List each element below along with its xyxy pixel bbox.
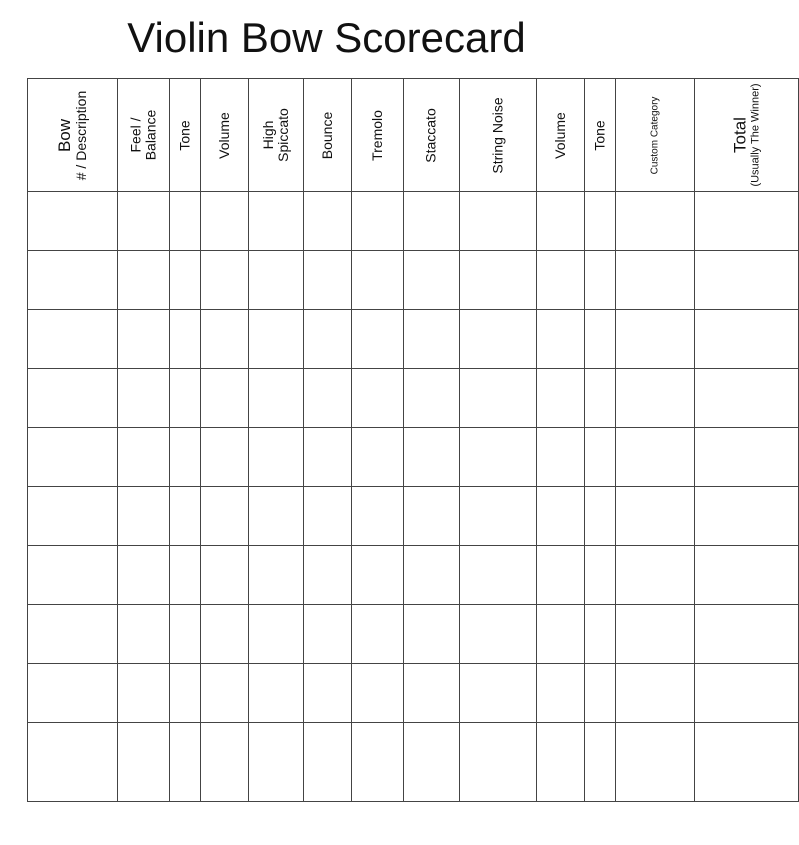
score-cell[interactable] <box>201 723 249 802</box>
score-cell[interactable] <box>694 192 798 251</box>
score-cell[interactable] <box>352 369 404 428</box>
score-cell[interactable] <box>303 251 351 310</box>
score-cell[interactable] <box>170 664 201 723</box>
score-cell[interactable] <box>28 664 118 723</box>
score-cell[interactable] <box>459 310 536 369</box>
column-header-line: Tone <box>176 119 193 151</box>
score-cell[interactable] <box>584 251 615 310</box>
score-cell[interactable] <box>303 428 351 487</box>
score-cell[interactable] <box>459 251 536 310</box>
column-header-label <box>129 110 159 161</box>
column-header-line: String Noise <box>489 96 506 174</box>
score-cell[interactable] <box>118 251 170 310</box>
score-cell[interactable] <box>170 723 201 802</box>
score-cell[interactable] <box>303 664 351 723</box>
column-header-label <box>56 90 89 179</box>
column-header-line: Staccato <box>422 107 439 163</box>
score-cell[interactable] <box>404 192 459 251</box>
header-row <box>28 79 799 192</box>
column-header-label <box>178 120 193 150</box>
column-header-line: Bow <box>55 118 75 152</box>
score-cell[interactable] <box>118 428 170 487</box>
score-cell[interactable] <box>404 723 459 802</box>
score-cell[interactable] <box>459 192 536 251</box>
score-cell[interactable] <box>118 664 170 723</box>
score-cell[interactable] <box>28 605 118 664</box>
score-cell[interactable] <box>584 428 615 487</box>
score-cell[interactable] <box>536 546 584 605</box>
score-cell[interactable] <box>170 487 201 546</box>
score-cell[interactable] <box>694 310 798 369</box>
score-cell[interactable] <box>118 605 170 664</box>
score-cell[interactable] <box>28 369 118 428</box>
score-cell[interactable] <box>249 487 304 546</box>
score-cell[interactable] <box>170 251 201 310</box>
column-header-8 <box>459 79 536 192</box>
score-cell[interactable] <box>201 487 249 546</box>
table-body <box>28 192 799 802</box>
table-row <box>28 369 799 428</box>
score-cell[interactable] <box>404 251 459 310</box>
column-header-11 <box>615 79 694 192</box>
score-cell[interactable] <box>201 605 249 664</box>
score-cell[interactable] <box>615 546 694 605</box>
score-cell[interactable] <box>584 310 615 369</box>
column-header-6 <box>352 79 404 192</box>
column-header-label <box>649 96 660 174</box>
column-header-label <box>217 112 232 159</box>
column-header-5 <box>303 79 351 192</box>
table-row <box>28 723 799 802</box>
score-cell[interactable] <box>615 605 694 664</box>
score-cell[interactable] <box>536 428 584 487</box>
score-cell[interactable] <box>118 369 170 428</box>
score-cell[interactable] <box>170 605 201 664</box>
score-cell[interactable] <box>584 192 615 251</box>
column-header-label <box>490 97 505 173</box>
column-header-0 <box>28 79 118 192</box>
score-cell[interactable] <box>352 428 404 487</box>
score-cell[interactable] <box>28 428 118 487</box>
score-cell[interactable] <box>303 605 351 664</box>
score-cell[interactable] <box>459 487 536 546</box>
score-cell[interactable] <box>694 664 798 723</box>
scorecard-table <box>27 78 799 802</box>
table-row <box>28 428 799 487</box>
column-header-line: Spiccato <box>274 108 291 162</box>
score-cell[interactable] <box>201 546 249 605</box>
column-header-line: Custom Category <box>649 96 661 174</box>
score-cell[interactable] <box>249 192 304 251</box>
score-cell[interactable] <box>584 723 615 802</box>
score-cell[interactable] <box>536 192 584 251</box>
score-cell[interactable] <box>615 251 694 310</box>
column-header-9 <box>536 79 584 192</box>
column-header-line: Total <box>730 117 750 153</box>
score-cell[interactable] <box>459 723 536 802</box>
score-cell[interactable] <box>584 664 615 723</box>
score-cell[interactable] <box>303 192 351 251</box>
column-header-line: # / Description <box>73 90 90 180</box>
score-cell[interactable] <box>201 192 249 251</box>
score-cell[interactable] <box>694 428 798 487</box>
score-cell[interactable] <box>459 664 536 723</box>
column-header-line: Feel / <box>127 117 144 153</box>
score-cell[interactable] <box>28 546 118 605</box>
score-cell[interactable] <box>694 369 798 428</box>
score-cell[interactable] <box>694 251 798 310</box>
score-cell[interactable] <box>118 723 170 802</box>
column-header-label <box>370 110 385 161</box>
column-header-label <box>261 108 291 162</box>
score-cell[interactable] <box>459 546 536 605</box>
column-header-line: Volume <box>551 111 568 159</box>
table-row <box>28 605 799 664</box>
score-cell[interactable] <box>249 664 304 723</box>
score-cell[interactable] <box>118 546 170 605</box>
score-cell[interactable] <box>201 428 249 487</box>
score-cell[interactable] <box>536 605 584 664</box>
column-header-label <box>424 108 439 162</box>
column-header-label <box>592 120 607 150</box>
score-cell[interactable] <box>584 546 615 605</box>
score-cell[interactable] <box>249 310 304 369</box>
score-cell[interactable] <box>536 251 584 310</box>
score-cell[interactable] <box>584 487 615 546</box>
score-cell[interactable] <box>459 605 536 664</box>
score-cell[interactable] <box>459 428 536 487</box>
score-cell[interactable] <box>615 192 694 251</box>
column-header-line: Bounce <box>319 111 336 159</box>
score-cell[interactable] <box>249 251 304 310</box>
column-header-label <box>731 83 761 186</box>
score-cell[interactable] <box>352 546 404 605</box>
column-header-1 <box>118 79 170 192</box>
score-cell[interactable] <box>404 369 459 428</box>
score-cell[interactable] <box>170 369 201 428</box>
score-cell[interactable] <box>352 192 404 251</box>
column-header-12 <box>694 79 798 192</box>
score-cell[interactable] <box>584 605 615 664</box>
score-cell[interactable] <box>201 310 249 369</box>
score-cell[interactable] <box>118 192 170 251</box>
score-cell[interactable] <box>352 310 404 369</box>
column-header-line: Volume <box>216 111 233 159</box>
score-cell[interactable] <box>201 369 249 428</box>
score-cell[interactable] <box>615 664 694 723</box>
score-cell[interactable] <box>352 664 404 723</box>
score-cell[interactable] <box>615 428 694 487</box>
score-cell[interactable] <box>404 310 459 369</box>
score-cell[interactable] <box>694 605 798 664</box>
score-cell[interactable] <box>615 487 694 546</box>
score-cell[interactable] <box>249 428 304 487</box>
score-cell[interactable] <box>28 723 118 802</box>
score-cell[interactable] <box>118 310 170 369</box>
score-cell[interactable] <box>536 487 584 546</box>
score-cell[interactable] <box>352 605 404 664</box>
table-row <box>28 251 799 310</box>
score-cell[interactable] <box>536 310 584 369</box>
score-cell[interactable] <box>694 723 798 802</box>
score-cell[interactable] <box>303 546 351 605</box>
score-cell[interactable] <box>303 310 351 369</box>
score-cell[interactable] <box>615 369 694 428</box>
table-row <box>28 487 799 546</box>
column-header-line: Balance <box>142 109 159 161</box>
table-row <box>28 546 799 605</box>
score-cell[interactable] <box>170 546 201 605</box>
score-cell[interactable] <box>249 605 304 664</box>
score-cell[interactable] <box>584 369 615 428</box>
column-header-4 <box>249 79 304 192</box>
page-title: Violin Bow Scorecard <box>127 14 526 61</box>
score-cell[interactable] <box>28 251 118 310</box>
score-cell[interactable] <box>170 428 201 487</box>
score-cell[interactable] <box>536 369 584 428</box>
score-cell[interactable] <box>404 428 459 487</box>
score-cell[interactable] <box>249 723 304 802</box>
score-cell[interactable] <box>536 723 584 802</box>
column-header-line: (Usually The Winner) <box>749 83 762 187</box>
column-header-line: High <box>259 120 276 150</box>
score-cell[interactable] <box>404 546 459 605</box>
score-cell[interactable] <box>249 546 304 605</box>
score-cell[interactable] <box>536 664 584 723</box>
score-cell[interactable] <box>303 487 351 546</box>
score-cell[interactable] <box>694 487 798 546</box>
table-row <box>28 192 799 251</box>
column-header-label <box>320 111 335 158</box>
score-cell[interactable] <box>352 487 404 546</box>
score-cell[interactable] <box>201 251 249 310</box>
score-cell[interactable] <box>615 310 694 369</box>
score-cell[interactable] <box>303 369 351 428</box>
column-header-line: Tremolo <box>369 109 386 161</box>
score-cell[interactable] <box>201 664 249 723</box>
score-cell[interactable] <box>118 487 170 546</box>
score-cell[interactable] <box>352 723 404 802</box>
score-cell[interactable] <box>615 723 694 802</box>
column-header-7 <box>404 79 459 192</box>
score-cell[interactable] <box>352 251 404 310</box>
score-cell[interactable] <box>28 192 118 251</box>
score-cell[interactable] <box>459 369 536 428</box>
score-cell[interactable] <box>249 369 304 428</box>
score-cell[interactable] <box>404 605 459 664</box>
column-header-line: Tone <box>591 119 608 151</box>
score-cell[interactable] <box>28 310 118 369</box>
column-header-10 <box>584 79 615 192</box>
table-row <box>28 310 799 369</box>
score-cell[interactable] <box>694 546 798 605</box>
score-cell[interactable] <box>170 310 201 369</box>
column-header-2 <box>170 79 201 192</box>
table-row <box>28 664 799 723</box>
score-cell[interactable] <box>28 487 118 546</box>
score-cell[interactable] <box>404 487 459 546</box>
column-header-label <box>553 112 568 159</box>
score-cell[interactable] <box>303 723 351 802</box>
score-cell[interactable] <box>404 664 459 723</box>
score-cell[interactable] <box>170 192 201 251</box>
column-header-3 <box>201 79 249 192</box>
